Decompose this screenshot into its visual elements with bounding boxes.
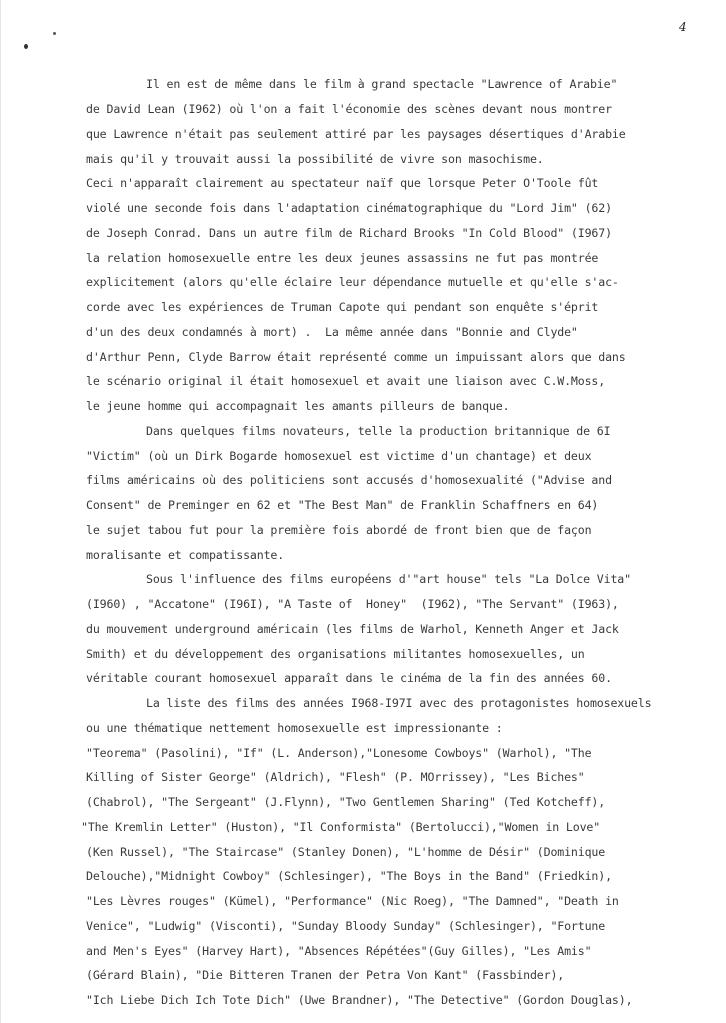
text-line: (Ken Russel), "The Staircase" (Stanley Donen), "L'homme de Désir" (Dominique <box>86 845 606 859</box>
text-line: moralisante et compatissante. <box>86 548 285 562</box>
text-line: "The Kremlin Letter" (Huston), "Il Conformista" (Bertolucci),"Women in Love" <box>81 820 601 834</box>
text-line: Sous l'influence des films européens d'"art house" tels "La Dolce Vita" <box>146 572 631 586</box>
text-line: véritable courant homosexuel apparaît dans le cinéma de la fin des années 60. <box>86 671 612 685</box>
text-line: Ceci n'apparaît clairement au spectateur naïf que lorsque Peter O'Toole fût <box>86 176 599 190</box>
text-line: le jeune homme qui accompagnait les amants pilleurs de banque. <box>86 399 510 413</box>
text-line: (Chabrol), "The Sergeant" (J.Flynn), "Two Gentlemen Sharing" (Ted Kotcheff), <box>86 795 606 809</box>
text-line: de Joseph Conrad. Dans un autre film de Richard Brooks "In Cold Blood" (I967) <box>86 226 612 240</box>
text-line: violé une seconde fois dans l'adaptation cinématographique du "Lord Jim" (62) <box>86 201 612 215</box>
page-number: 4 <box>679 20 687 34</box>
text-line: ou une thématique nettement homosexuelle est impressionante : <box>86 721 503 735</box>
text-line: Venice", "Ludwig" (Visconti), "Sunday Bloody Sunday" (Schlesinger), "Fortune <box>86 919 606 933</box>
text-line: "Ich Liebe Dich Ich Tote Dich" (Uwe Brandner), "The Detective" (Gordon Douglas), <box>86 993 633 1007</box>
text-line: and Men's Eyes" (Harvey Hart), "Absences Répétées"(Guy Gilles), "Les Amis" <box>86 944 592 958</box>
text-line: explicitement (alors qu'elle éclaire leur dépendance mutuelle et qu'elle s'ac- <box>86 275 619 289</box>
text-line: mais qu'il y trouvait aussi la possibilité de vivre son masochisme. <box>86 152 544 166</box>
text-line: "Les Lèvres rouges" (Kümel), "Performance" (Nic Roeg), "The Damned", "Death in <box>86 894 619 908</box>
scan-speck <box>24 44 28 49</box>
text-line: (Gérard Blain), "Die Bitteren Tranen der Petra Von Kant" (Fassbinder), <box>86 968 565 982</box>
text-line: du mouvement underground américain (les films de Warhol, Kenneth Anger et Jack <box>86 622 619 636</box>
text-line: d'Arthur Penn, Clyde Barrow était représenté comme un impuissant alors que dans <box>86 350 626 364</box>
text-line: Dans quelques films novateurs, telle la production britannique de 6I <box>146 424 611 438</box>
text-line: "Teorema" (Pasolini), "If" (L. Anderson),"Lonesome Cowboys" (Warhol), "The <box>86 746 592 760</box>
text-line: la relation homosexuelle entre les deux jeunes assassins ne fut pas montrée <box>86 251 599 265</box>
text-line: le sujet tabou fut pour la première fois abordé de front bien que de façon <box>86 523 592 537</box>
scan-speck <box>53 32 56 35</box>
text-line: Killing of Sister George" (Aldrich), "Flesh" (P. MOrrissey), "Les Biches" <box>86 770 585 784</box>
text-line: Consent" de Preminger en 62 et "The Best Man" de Franklin Schaffners en 64) <box>86 498 599 512</box>
text-line: La liste des films des années I968-I97I avec des protagonistes homosexuels <box>146 696 652 710</box>
text-line: le scénario original il était homosexuel et avait une liaison avec C.W.Moss, <box>86 374 606 388</box>
text-line: Il en est de même dans le film à grand spectacle "Lawrence of Arabie" <box>146 77 618 91</box>
text-line: Smith) et du développement des organisations militantes homosexuelles, un <box>86 647 585 661</box>
text-line: "Victim" (où un Dirk Bogarde homosexuel est victime d'un chantage) et deux <box>86 449 592 463</box>
text-line: (I960) , "Accatone" (I96I), "A Taste of Honey" (I962), "The Servant" (I963), <box>86 597 619 611</box>
text-line: que Lawrence n'était pas seulement attiré par les paysages désertiques d'Arabie <box>86 127 626 141</box>
text-line: corde avec les expériences de Truman Capote qui pendant son enquête s'éprit <box>86 300 599 314</box>
text-line: films américains où des politiciens sont accusés d'homosexualité ("Advise and <box>86 473 612 487</box>
text-line: d'un des deux condamnés à mort) . La même année dans "Bonnie and Clyde" <box>86 325 578 339</box>
text-line: Delouche),"Midnight Cowboy" (Schlesinger), "The Boys in the Band" (Friedkin), <box>86 869 612 883</box>
text-line: de David Lean (I962) où l'on a fait l'économie des scènes devant nous montrer <box>86 102 612 116</box>
